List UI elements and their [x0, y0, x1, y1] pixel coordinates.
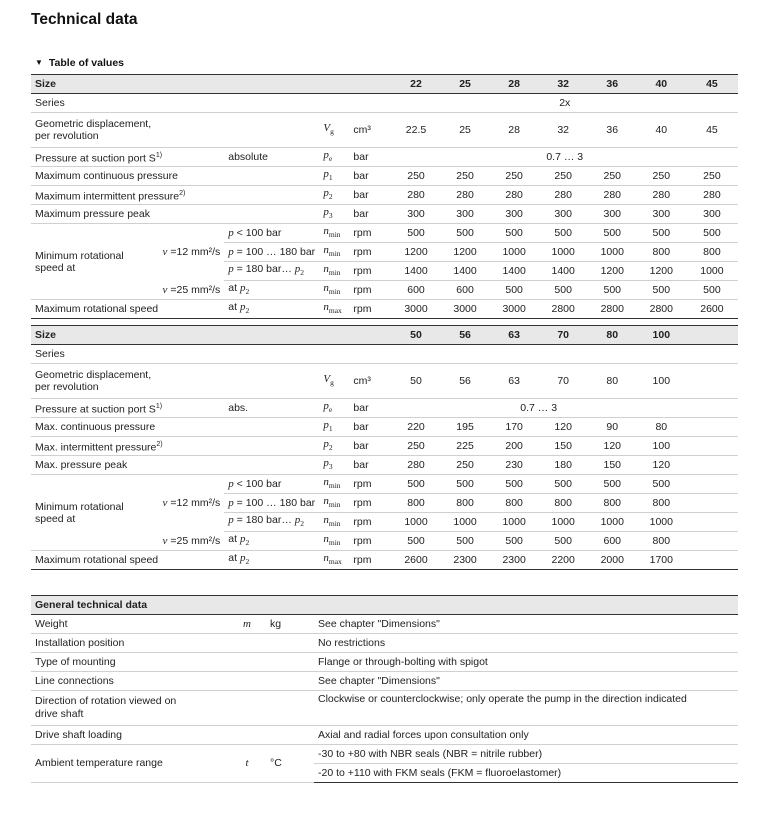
- p3-symbol: $p_3$: [319, 456, 349, 475]
- unit-cell: bar: [349, 456, 391, 475]
- value-cell: 500: [441, 475, 490, 494]
- nmin-symbol: $n_{min}$: [319, 494, 349, 513]
- suction-symbol: $p_e$: [319, 399, 349, 418]
- value-cell: 1000: [637, 513, 686, 532]
- value-cell: 1000: [686, 262, 738, 281]
- value-cell: 3000: [441, 300, 490, 319]
- value-cell: 500: [539, 475, 588, 494]
- unit-cell: rpm: [349, 513, 391, 532]
- nmin-symbol: $n_{min}$: [319, 532, 349, 551]
- value-cell: 500: [490, 532, 539, 551]
- rotation-direction-row: [31, 691, 738, 726]
- continuous-label: Max. continuous pressure: [31, 418, 319, 437]
- max-speed-label: Maximum rotational speed: [31, 300, 224, 319]
- shaft-loading-label: Drive shaft loading: [31, 726, 314, 745]
- intermittent-pressure-row: [31, 186, 738, 205]
- table-of-values-toggle[interactable]: [35, 57, 124, 69]
- value-cell: 300: [490, 205, 539, 224]
- value-cell: 3000: [490, 300, 539, 319]
- min-speed-row-lt100: [31, 475, 738, 494]
- line-connections-value: See chapter "Dimensions": [314, 672, 738, 691]
- empty-cell: [686, 475, 738, 494]
- value-cell: 70: [539, 364, 588, 399]
- size-label: Size: [31, 326, 391, 345]
- value-cell: 280: [637, 186, 686, 205]
- cond-at-p2: at $p_2$: [224, 532, 319, 551]
- value-cell: 220: [391, 418, 440, 437]
- weight-symbol: m: [224, 615, 266, 634]
- displacement-row: [31, 113, 738, 148]
- p1-symbol: $p_1$: [319, 167, 349, 186]
- value-cell: 225: [441, 437, 490, 456]
- unit-cell: rpm: [349, 494, 391, 513]
- empty-cell: [686, 399, 738, 418]
- nmin-symbol: $n_{min}$: [319, 243, 349, 262]
- empty-cell: [686, 326, 738, 345]
- value-cell: 500: [539, 281, 588, 300]
- value-cell: 250: [490, 167, 539, 186]
- empty-cell: [686, 494, 738, 513]
- value-cell: 63: [490, 364, 539, 399]
- installation-value: No restrictions: [314, 634, 738, 653]
- value-cell: 2200: [539, 551, 588, 570]
- viscosity-12: v =12 mm²/s: [162, 497, 221, 510]
- value-cell: 250: [391, 167, 440, 186]
- value-cell: 500: [391, 532, 440, 551]
- p2-symbol: $p_2$: [319, 186, 349, 205]
- value-cell: 1200: [391, 243, 440, 262]
- value-cell: 280: [391, 186, 440, 205]
- min-speed-row-lt100: [31, 224, 738, 243]
- value-cell: 800: [637, 494, 686, 513]
- value-cell: 1000: [490, 243, 539, 262]
- value-cell: 2800: [637, 300, 686, 319]
- value-cell: 120: [539, 418, 588, 437]
- intermittent-label: Max. intermittent pressure$^{2)}$: [31, 437, 319, 456]
- size-cell: 25: [441, 75, 490, 94]
- unit-cell: bar: [349, 167, 391, 186]
- empty-cell: [686, 456, 738, 475]
- value-cell: 280: [539, 186, 588, 205]
- suction-symbol: $p_e$: [319, 148, 349, 167]
- value-cell: 36: [588, 113, 637, 148]
- size-header-row: [31, 75, 738, 94]
- value-cell: 80: [637, 418, 686, 437]
- weight-value: See chapter "Dimensions": [314, 615, 738, 634]
- min-speed-label: Minimum rotational speed at: [31, 224, 151, 300]
- empty-cell: [686, 418, 738, 437]
- viscosity-25: v =25 mm²/s: [151, 532, 224, 551]
- general-header-row: [31, 596, 738, 615]
- unit-cell: bar: [349, 186, 391, 205]
- value-cell: 500: [441, 532, 490, 551]
- suction-label: Pressure at suction port $S^{1)}$: [31, 148, 224, 167]
- value-cell: 1000: [441, 513, 490, 532]
- unit-cell: rpm: [349, 224, 391, 243]
- value-cell: 28: [490, 113, 539, 148]
- empty-cell: [686, 437, 738, 456]
- rotation-direction-label: Direction of rotation viewed on drive shaft: [31, 691, 314, 726]
- value-cell: 600: [588, 532, 637, 551]
- size-cell: 22: [391, 75, 440, 94]
- value-cell: 250: [391, 437, 440, 456]
- intermittent-pressure-row: [31, 437, 738, 456]
- value-cell: 280: [441, 186, 490, 205]
- value-cell: 1200: [441, 243, 490, 262]
- value-cell: 500: [391, 224, 440, 243]
- value-cell: 150: [588, 456, 637, 475]
- page-title: Technical data: [31, 11, 138, 28]
- size-cell: 63: [490, 326, 539, 345]
- value-cell: 250: [637, 167, 686, 186]
- value-cell: 1000: [539, 243, 588, 262]
- mounting-label: Type of mounting: [31, 653, 314, 672]
- value-cell: 1400: [391, 262, 440, 281]
- cond-at-p2: at $p_2$: [224, 551, 319, 570]
- value-cell: 300: [441, 205, 490, 224]
- series-label: Series: [31, 94, 391, 113]
- value-cell: 500: [637, 475, 686, 494]
- unit-cell: rpm: [349, 551, 391, 570]
- value-cell: 80: [588, 364, 637, 399]
- max-speed-row: [31, 551, 738, 570]
- nmin-symbol: $n_{min}$: [319, 513, 349, 532]
- unit-cell: cm³: [349, 364, 391, 399]
- value-cell: 250: [588, 167, 637, 186]
- value-cell: 2600: [686, 300, 738, 319]
- value-cell: 195: [441, 418, 490, 437]
- weight-row: [31, 615, 738, 634]
- line-connections-label: Line connections: [31, 672, 314, 691]
- values-table-2: [31, 325, 738, 570]
- series-row: [31, 94, 738, 113]
- value-cell: 2800: [588, 300, 637, 319]
- value-cell: 500: [539, 532, 588, 551]
- value-cell: 2600: [391, 551, 440, 570]
- suction-condition: absolute: [224, 148, 319, 167]
- value-cell: 280: [686, 186, 738, 205]
- unit-cell: bar: [349, 437, 391, 456]
- suction-pressure-row: [31, 399, 738, 418]
- displacement-row: [31, 364, 738, 399]
- size-cell: 45: [686, 75, 738, 94]
- value-cell: 500: [637, 224, 686, 243]
- unit-cell: rpm: [349, 262, 391, 281]
- suction-label: Pressure at suction port $S^{1)}$: [31, 399, 224, 418]
- size-cell: 70: [539, 326, 588, 345]
- temperature-symbol: t: [224, 745, 266, 783]
- cond-100-180: p = 100 … 180 bar: [224, 494, 319, 513]
- temperature-unit: °C: [266, 745, 314, 783]
- size-header-row: [31, 326, 738, 345]
- shaft-loading-row: [31, 726, 738, 745]
- continuous-label: Maximum continuous pressure: [31, 167, 319, 186]
- value-cell: 250: [441, 167, 490, 186]
- temperature-label: Ambient temperature range: [31, 745, 224, 783]
- empty-cell: [686, 551, 738, 570]
- intermittent-label: Maximum intermittent pressure$^{2)}$: [31, 186, 319, 205]
- value-cell: 100: [637, 364, 686, 399]
- value-cell: 1200: [588, 262, 637, 281]
- value-cell: 25: [441, 113, 490, 148]
- value-cell: 500: [588, 281, 637, 300]
- value-cell: 180: [539, 456, 588, 475]
- value-cell: 800: [391, 494, 440, 513]
- value-cell: 300: [637, 205, 686, 224]
- continuous-pressure-row: [31, 167, 738, 186]
- value-cell: 500: [539, 224, 588, 243]
- empty-cell: [686, 513, 738, 532]
- value-cell: 1200: [637, 262, 686, 281]
- installation-row: [31, 634, 738, 653]
- value-cell: 280: [490, 186, 539, 205]
- cond-lt100: p < 100 bar: [224, 475, 319, 494]
- value-cell: 1000: [588, 243, 637, 262]
- displacement-label: Geometric displacement, per revolution: [31, 364, 319, 399]
- value-cell: 90: [588, 418, 637, 437]
- value-cell: 600: [391, 281, 440, 300]
- series-label: Series: [31, 345, 391, 364]
- line-connections-row: [31, 672, 738, 691]
- value-cell: 500: [490, 475, 539, 494]
- temperature-row-1: [31, 745, 738, 764]
- value-cell: 1000: [539, 513, 588, 532]
- unit-cell: rpm: [349, 281, 391, 300]
- value-cell: 120: [637, 456, 686, 475]
- nmin-symbol: $n_{min}$: [319, 475, 349, 494]
- value-cell: 500: [588, 224, 637, 243]
- value-cell: 200: [490, 437, 539, 456]
- value-cell: 230: [490, 456, 539, 475]
- size-cell: 100: [637, 326, 686, 345]
- unit-cell: bar: [349, 205, 391, 224]
- value-cell: 800: [441, 494, 490, 513]
- value-cell: 2300: [441, 551, 490, 570]
- value-cell: 600: [441, 281, 490, 300]
- displacement-label: Geometric displacement, per revolution: [31, 113, 319, 148]
- nmin-symbol: $n_{min}$: [319, 262, 349, 281]
- value-cell: 56: [441, 364, 490, 399]
- value-cell: 2300: [490, 551, 539, 570]
- value-cell: 40: [637, 113, 686, 148]
- p1-symbol: $p_1$: [319, 418, 349, 437]
- installation-label: Installation position: [31, 634, 314, 653]
- value-cell: 100: [637, 437, 686, 456]
- peak-label: Max. pressure peak: [31, 456, 319, 475]
- size-cell: 36: [588, 75, 637, 94]
- p3-symbol: $p_3$: [319, 205, 349, 224]
- general-header: General technical data: [31, 596, 738, 615]
- value-cell: 170: [490, 418, 539, 437]
- value-cell: 800: [539, 494, 588, 513]
- cond-180-p2: p = 180 bar… $p_2$: [224, 513, 319, 532]
- empty-cell: [686, 532, 738, 551]
- value-cell: 250: [686, 167, 738, 186]
- values-table-1: [31, 74, 738, 319]
- value-cell: 1700: [637, 551, 686, 570]
- shaft-loading-value: Axial and radial forces upon consultation only: [314, 726, 738, 745]
- size-cell: 32: [539, 75, 588, 94]
- series-value: 2x: [391, 94, 738, 113]
- nmax-symbol: $n_{max}$: [319, 300, 349, 319]
- suction-condition: abs.: [224, 399, 319, 418]
- viscosity-25: v =25 mm²/s: [151, 281, 224, 300]
- displacement-unit: cm³: [349, 113, 391, 148]
- value-cell: 3000: [391, 300, 440, 319]
- viscosity-12: v =12 mm²/s: [162, 246, 221, 259]
- value-cell: 300: [686, 205, 738, 224]
- size-cell: 56: [441, 326, 490, 345]
- min-speed-label: Minimum rotational speed at: [31, 475, 151, 551]
- max-speed-row: [31, 300, 738, 319]
- pressure-peak-row: [31, 205, 738, 224]
- value-cell: 1400: [441, 262, 490, 281]
- value-cell: 800: [686, 243, 738, 262]
- suction-value: 0.7 … 3: [391, 148, 738, 167]
- nmin-symbol: $n_{min}$: [319, 224, 349, 243]
- continuous-pressure-row: [31, 418, 738, 437]
- value-cell: 2000: [588, 551, 637, 570]
- empty-cell: [686, 364, 738, 399]
- size-cell: 80: [588, 326, 637, 345]
- unit-cell: rpm: [349, 243, 391, 262]
- temperature-value-fkm: -20 to +110 with FKM seals (FKM = fluoroelastomer): [314, 764, 738, 783]
- value-cell: 1400: [490, 262, 539, 281]
- unit-cell: rpm: [349, 300, 391, 319]
- value-cell: 1000: [391, 513, 440, 532]
- peak-label: Maximum pressure peak: [31, 205, 319, 224]
- displacement-symbol: $V_g$: [319, 113, 349, 148]
- cond-at-p2: at $p_2$: [224, 281, 319, 300]
- value-cell: 500: [391, 475, 440, 494]
- unit-cell: bar: [349, 418, 391, 437]
- value-cell: 45: [686, 113, 738, 148]
- nmax-symbol: $n_{max}$: [319, 551, 349, 570]
- value-cell: 300: [588, 205, 637, 224]
- value-cell: 500: [588, 475, 637, 494]
- value-cell: 1400: [539, 262, 588, 281]
- value-cell: 150: [539, 437, 588, 456]
- max-speed-label: Maximum rotational speed: [31, 551, 224, 570]
- p2-symbol: $p_2$: [319, 437, 349, 456]
- value-cell: 250: [539, 167, 588, 186]
- value-cell: 32: [539, 113, 588, 148]
- triangle-down-icon: ▼: [35, 58, 43, 67]
- value-cell: 1000: [588, 513, 637, 532]
- value-cell: 500: [490, 224, 539, 243]
- unit-cell: rpm: [349, 475, 391, 494]
- cond-at-p2: at $p_2$: [224, 300, 319, 319]
- cond-100-180: p = 100 … 180 bar: [224, 243, 319, 262]
- value-cell: 2800: [539, 300, 588, 319]
- value-cell: 300: [539, 205, 588, 224]
- suction-unit: bar: [349, 148, 391, 167]
- value-cell: 280: [588, 186, 637, 205]
- value-cell: 500: [490, 281, 539, 300]
- value-cell: 800: [637, 243, 686, 262]
- series-row: [31, 345, 738, 364]
- mounting-value: Flange or through-bolting with spigot: [314, 653, 738, 672]
- value-cell: 500: [686, 224, 738, 243]
- suction-value: 0.7 … 3: [391, 399, 685, 418]
- weight-unit: kg: [266, 615, 314, 634]
- value-cell: 500: [686, 281, 738, 300]
- weight-label: Weight: [31, 615, 224, 634]
- size-cell: 40: [637, 75, 686, 94]
- unit-cell: rpm: [349, 532, 391, 551]
- value-cell: 280: [391, 456, 440, 475]
- mounting-row: [31, 653, 738, 672]
- value-cell: 800: [637, 532, 686, 551]
- rotation-direction-value: Clockwise or counterclockwise; only operate the pump in the direction indicated: [314, 691, 738, 726]
- displacement-symbol: $V_g$: [319, 364, 349, 399]
- value-cell: 500: [637, 281, 686, 300]
- value-cell: 800: [490, 494, 539, 513]
- size-label: Size: [31, 75, 391, 94]
- value-cell: 120: [588, 437, 637, 456]
- value-cell: 22.5: [391, 113, 440, 148]
- cond-lt100: p < 100 bar: [224, 224, 319, 243]
- unit-cell: bar: [349, 399, 391, 418]
- temperature-value-nbr: -30 to +80 with NBR seals (NBR = nitrile rubber): [314, 745, 738, 764]
- value-cell: 300: [391, 205, 440, 224]
- size-cell: 50: [391, 326, 440, 345]
- size-cell: 28: [490, 75, 539, 94]
- series-value: [391, 345, 738, 364]
- toc-label: Table of values: [48, 57, 125, 69]
- value-cell: 500: [441, 224, 490, 243]
- suction-pressure-row: [31, 148, 738, 167]
- value-cell: 800: [588, 494, 637, 513]
- value-cell: 50: [391, 364, 440, 399]
- nmin-symbol: $n_{min}$: [319, 281, 349, 300]
- pressure-peak-row: [31, 456, 738, 475]
- cond-180-p2: p = 180 bar… $p_2$: [224, 262, 319, 281]
- value-cell: 250: [441, 456, 490, 475]
- value-cell: 1000: [490, 513, 539, 532]
- general-data-table: [31, 595, 738, 783]
